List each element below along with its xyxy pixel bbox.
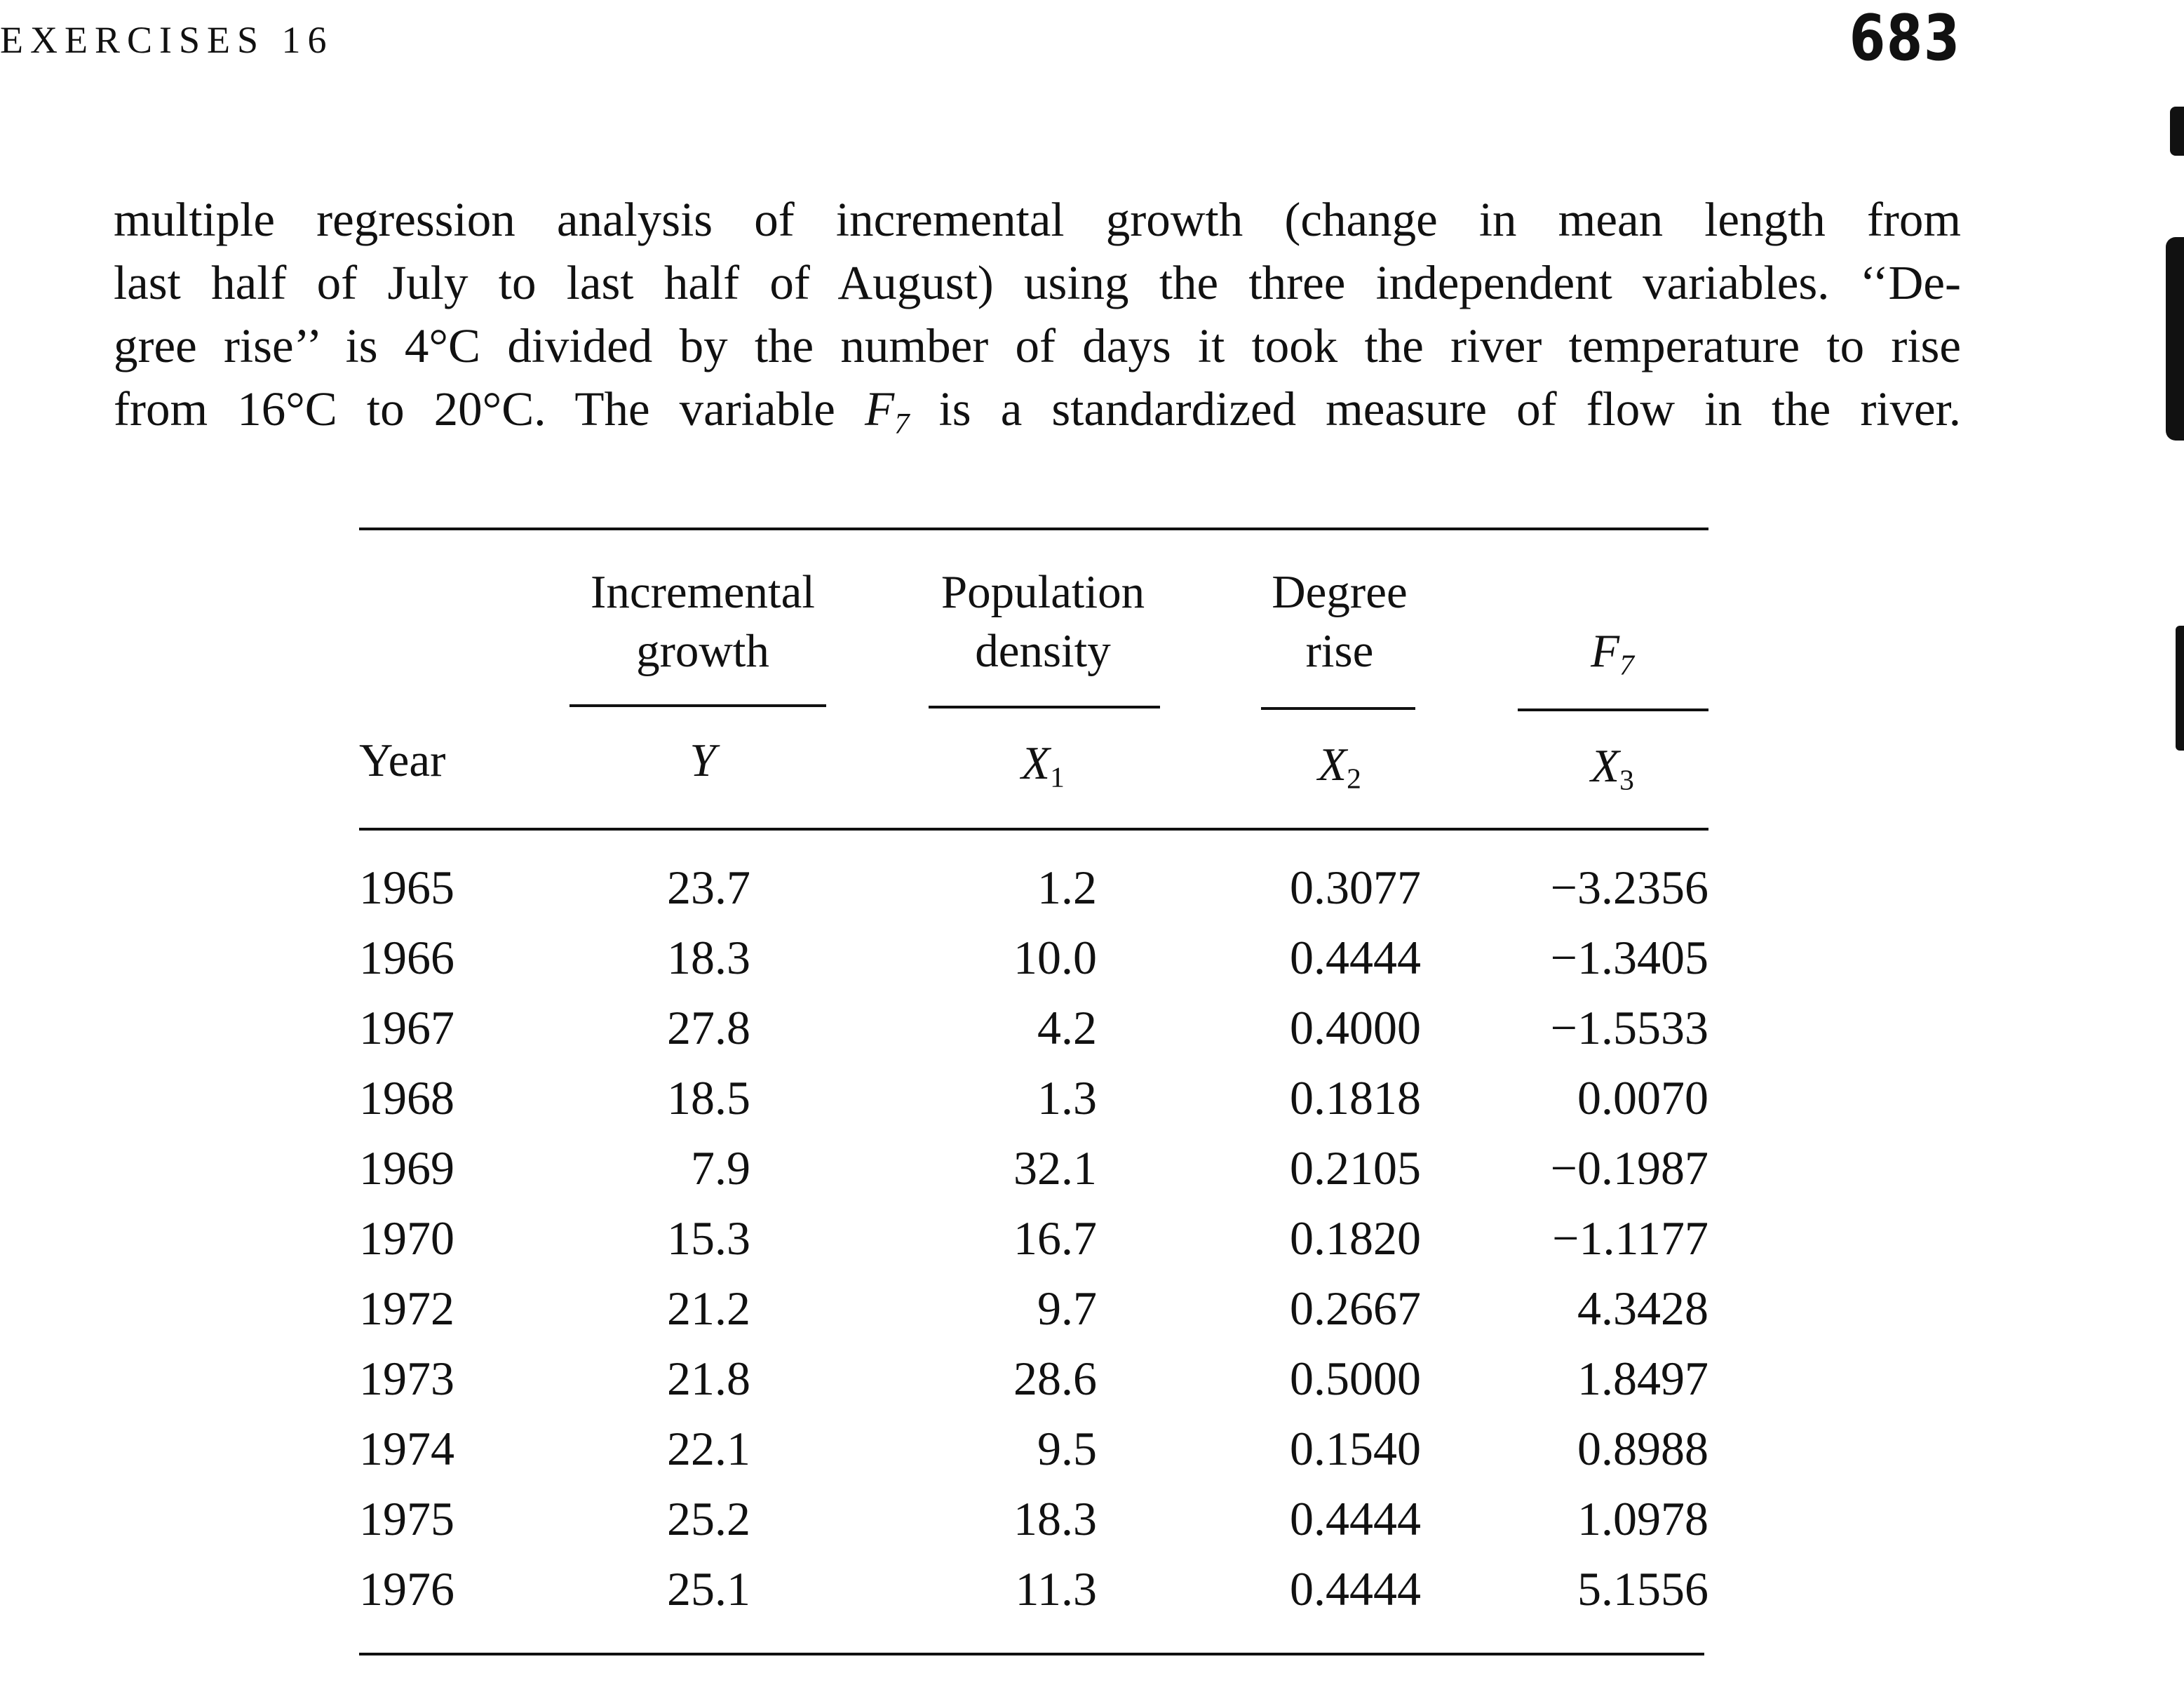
table-top-rule: [359, 528, 1708, 530]
intro-variable-letter: F: [864, 382, 895, 436]
cell-year: 1973: [359, 1352, 454, 1405]
table-bottom-rule: [359, 1653, 1704, 1655]
symbol-x2: [1248, 735, 1431, 794]
cell-year: 1965: [359, 861, 454, 914]
table-row: [359, 1561, 1708, 1632]
cell-y: 18.5: [667, 1071, 750, 1124]
cell-x1: 18.3: [1013, 1492, 1097, 1545]
cell-x1: 11.3: [1015, 1562, 1097, 1616]
symbol-x3: [1516, 737, 1708, 795]
header-population-density-line1: Population: [941, 566, 1145, 618]
header-degree-rise-line2: rise: [1305, 625, 1374, 677]
cell-x1: 16.7: [1013, 1211, 1097, 1265]
header-incremental-growth-line2: growth: [636, 625, 769, 677]
cell-x1: 9.7: [1037, 1282, 1097, 1335]
table-row: [359, 1281, 1708, 1351]
intro-line-4-before: from 16°C to 20°C. The variable: [114, 382, 865, 436]
table-row: [359, 1141, 1708, 1211]
symbol-x1-letter: X: [1021, 737, 1051, 789]
header-incremental-growth-line1: Incremental: [591, 566, 815, 618]
symbol-x2-subscript: 2: [1347, 762, 1361, 795]
cell-y: 21.8: [667, 1352, 750, 1405]
header-bottom-rule: [359, 828, 1708, 831]
table-row: [359, 1491, 1708, 1561]
running-head: EXERCISES 16: [0, 19, 334, 61]
table-row: [359, 1421, 1708, 1491]
cell-year: 1976: [359, 1562, 454, 1616]
symbol-y: Y: [689, 734, 716, 786]
header-rule-incremental-growth: [569, 704, 826, 707]
cell-year: 1967: [359, 1001, 454, 1054]
intro-variable-subscript: 7: [894, 407, 910, 441]
cell-y: 15.3: [667, 1211, 750, 1265]
header-incremental-growth: [569, 563, 836, 680]
table-row: [359, 860, 1708, 930]
cell-x2: 0.3077: [1290, 861, 1421, 914]
intro-line-2: last half of July to last half of August) using the three independent variables. ‘‘De-: [114, 256, 1961, 309]
cell-x1: 1.2: [1037, 861, 1097, 914]
cell-y: 21.2: [667, 1282, 750, 1335]
symbol-x2-letter: X: [1318, 739, 1347, 791]
cell-x1: 10.0: [1013, 931, 1097, 984]
cell-y: 7.9: [691, 1141, 750, 1195]
cell-year: 1968: [359, 1071, 454, 1124]
page-number: 683: [1849, 1, 1961, 75]
header-rule-f7: [1518, 708, 1708, 711]
cell-year: 1970: [359, 1211, 454, 1265]
intro-line-3: gree rise’’ is 4°C divided by the number of days it took the river temperature to rise: [114, 319, 1961, 372]
cell-x2: 0.2105: [1290, 1141, 1421, 1195]
table-row: [359, 1000, 1708, 1070]
cell-x3: −3.2356: [1550, 861, 1708, 914]
binding-mark-lower: [2176, 626, 2184, 751]
cell-x2: 0.1820: [1290, 1211, 1421, 1265]
cell-x3: −1.3405: [1550, 931, 1708, 984]
cell-x1: 1.3: [1037, 1071, 1097, 1124]
cell-x2: 0.4444: [1290, 1562, 1421, 1616]
cell-y: 23.7: [667, 861, 750, 914]
cell-x1: 4.2: [1037, 1001, 1097, 1054]
cell-x3: −1.5533: [1550, 1001, 1708, 1054]
cell-x1: 9.5: [1037, 1422, 1097, 1475]
cell-x3: 0.0070: [1577, 1071, 1708, 1124]
binding-mark-top: [2170, 107, 2184, 156]
header-population-density-line2: density: [975, 625, 1111, 677]
cell-x2: 0.4000: [1290, 1001, 1421, 1054]
cell-x3: 1.0978: [1577, 1492, 1708, 1545]
header-population-density: [920, 563, 1166, 680]
cell-x1: 28.6: [1013, 1352, 1097, 1405]
cell-year: 1969: [359, 1141, 454, 1195]
cell-y: 18.3: [667, 931, 750, 984]
header-rule-degree-rise: [1261, 707, 1415, 710]
intro-line-4: [114, 377, 1961, 441]
cell-x3: 5.1556: [1577, 1562, 1708, 1616]
cell-y: 22.1: [667, 1422, 750, 1475]
binding-mark-middle: [2166, 237, 2184, 441]
cell-y: 25.2: [667, 1492, 750, 1545]
cell-year: 1972: [359, 1282, 454, 1335]
cell-x2: 0.1818: [1290, 1071, 1421, 1124]
cell-x2: 0.5000: [1290, 1352, 1421, 1405]
header-rule-population-density: [929, 706, 1160, 708]
cell-x2: 0.4444: [1290, 1492, 1421, 1545]
table-row: [359, 1070, 1708, 1141]
header-year: Year: [359, 734, 446, 786]
header-f7-letter: F: [1591, 625, 1620, 677]
cell-y: 27.8: [667, 1001, 750, 1054]
cell-x3: 4.3428: [1577, 1282, 1708, 1335]
cell-x3: 1.8497: [1577, 1352, 1708, 1405]
cell-x1: 32.1: [1013, 1141, 1097, 1195]
cell-x3: −0.1987: [1550, 1141, 1708, 1195]
table-row: [359, 930, 1708, 1000]
cell-year: 1966: [359, 931, 454, 984]
header-degree-rise: [1248, 563, 1431, 680]
table-row: [359, 1211, 1708, 1281]
header-degree-rise-line1: Degree: [1272, 566, 1408, 618]
table-row: [359, 1351, 1708, 1421]
cell-x3: −1.1177: [1552, 1211, 1708, 1265]
symbol-x3-letter: X: [1591, 740, 1620, 792]
cell-x2: 0.4444: [1290, 931, 1421, 984]
cell-x2: 0.1540: [1290, 1422, 1421, 1475]
header-f7-subscript: 7: [1619, 648, 1634, 681]
intro-paragraph: [114, 188, 1961, 441]
cell-x2: 0.2667: [1290, 1282, 1421, 1335]
symbol-x3-subscript: 3: [1619, 763, 1634, 796]
intro-line-1: multiple regression analysis of incremental growth (change in mean length from: [114, 193, 1961, 246]
symbol-x1: [920, 734, 1166, 793]
cell-x3: 0.8988: [1577, 1422, 1708, 1475]
header-f7: [1516, 622, 1708, 680]
symbol-x1-subscript: 1: [1050, 760, 1065, 793]
intro-variable: [864, 382, 910, 441]
cell-year: 1974: [359, 1422, 454, 1475]
intro-line-4-after: is a standardized measure of flow in the river.: [909, 382, 1962, 436]
cell-year: 1975: [359, 1492, 454, 1545]
cell-y: 25.1: [667, 1562, 750, 1616]
